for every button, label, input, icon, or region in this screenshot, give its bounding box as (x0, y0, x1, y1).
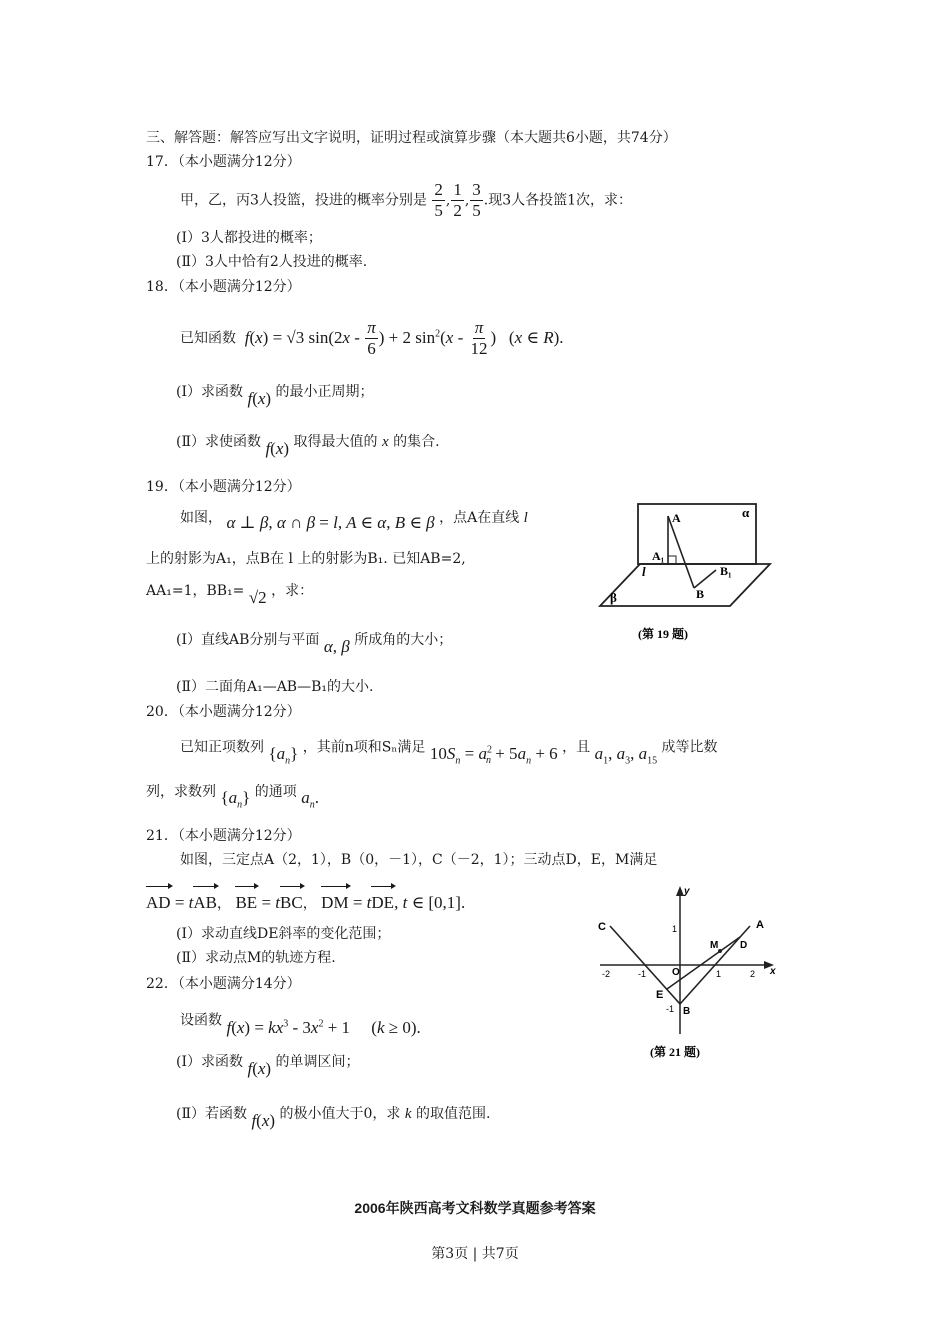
k-variable: k (404, 1106, 412, 1122)
q20-stem-text: 已知正项数列 (180, 739, 264, 756)
figure-21-caption: (第 21 题) (650, 1045, 700, 1059)
label-d: D (740, 940, 748, 951)
q19-part1-tail: 所成角的大小； (354, 632, 453, 648)
tick-neg1: -1 (638, 969, 647, 979)
q19-part1-text: (Ⅰ）直线AB分别与平面 (176, 632, 320, 648)
q20-line2 (146, 776, 319, 813)
fraction-3-5: $\frac{3}{5}$ (472, 180, 481, 220)
q18-part2-mid: 取得最大值的 (293, 434, 378, 450)
answer-section-title: 2006年陕西高考文科数学真题参考答案 (354, 1200, 596, 1216)
q22-part2-tail: 的取值范围. (416, 1106, 491, 1122)
q20-sum-relation: $10S_n = a^2_n + 5a_n + 6$ (429, 743, 558, 767)
label-y-axis: y (684, 886, 690, 897)
tick-2: 2 (750, 969, 756, 979)
label-a: A (672, 511, 681, 525)
q22-heading: 22．（本小题满分14分） (146, 976, 301, 992)
label-x-axis: x (770, 966, 776, 977)
y-axis-arrow (676, 886, 684, 896)
label-beta: β (610, 590, 617, 605)
label-origin: O (672, 967, 680, 978)
q19-part1 (176, 624, 452, 655)
label-e: E (656, 989, 664, 1001)
q21-vector-conditions: AD = tAB， BE = tBC， DM = tDE, t ∈ [0,1]. (146, 884, 465, 919)
q20-heading: 20．（本小题满分12分） (146, 704, 301, 720)
page-footer: 第3页 | 共7页 (431, 1246, 519, 1262)
q18-part2-tail: 的集合. (393, 434, 440, 450)
sqrt-2: √2 (248, 588, 267, 607)
figure-21 (594, 880, 780, 1062)
q17-stem: 甲，乙，丙3人投篮，投进的概率分别是 $\frac{2}{5}$ , $\frac{1}{2}$ , $\frac{3}{5}$ .现3人各投篮1次，求： (180, 180, 633, 220)
q19-condition: α ⊥ β, α ∩ β = l, A ∈ α, B ∈ β (226, 513, 435, 532)
q19-heading: 19．（本小题满分12分） (146, 479, 301, 495)
label-b: B (683, 1006, 691, 1017)
q19-given-aa1: AA₁=1，BB₁= (146, 583, 245, 599)
q19-stem-text: 如图， (180, 510, 222, 526)
q20-stem-and: ，且 (562, 739, 591, 756)
q19-line3 (146, 575, 313, 606)
label-c: C (598, 921, 606, 933)
section-title: 三、解答题：解答应写出文字说明，证明过程或演算步骤（本大题共6小题，共74分） (146, 130, 677, 146)
q19-stem (180, 503, 528, 532)
right-angle-marker (668, 556, 676, 564)
segment-ab (668, 516, 694, 588)
q17-stem-tail: .现3人各投篮1次，求： (483, 192, 633, 209)
label-alpha: α (742, 505, 750, 520)
planes-alpha-beta: α, β (323, 637, 350, 656)
q17-stem-text: 甲，乙，丙3人投篮，投进的概率分别是 (180, 192, 427, 209)
line-l: l (523, 510, 528, 526)
q22-part2 (176, 1098, 490, 1129)
q18-function-formula: f(x) = √3 sin(2x - $\frac{\pi}{6}$ ) + 2 $\sin^2(x$ - $\frac{\pi}{12}$ ) (x ∈ R). (240, 318, 564, 359)
label-l: l (642, 564, 646, 579)
q21-part2: (Ⅱ）求动点M的轨迹方程. (176, 950, 336, 966)
q21-part1: (Ⅰ）求动直线DE斜率的变化范围； (176, 926, 391, 942)
sequence-an: $\{a_n\}$ (220, 788, 251, 811)
fx-symbol: f(x) (251, 1111, 276, 1130)
label-b1: B₁ (720, 564, 732, 578)
fx-symbol: f(x) (247, 1059, 272, 1078)
q18-part2 (176, 426, 440, 457)
figure-19-caption: (第 19 题) (638, 627, 688, 641)
q18-part1-tail: 的最小正周期； (275, 384, 374, 400)
q22-stem-text: 设函数 (180, 1012, 222, 1029)
q17-part1: (Ⅰ）3人都投进的概率； (176, 230, 322, 246)
q22-part1 (176, 1046, 360, 1077)
terms-a1-a3-a15: $a_1$, $a_3$, $a_{15}$ (594, 743, 658, 767)
q22-function-formula: $f(x) = kx^3 - 3x^2 + 1$ (k ≥ 0). (226, 1017, 421, 1037)
vector-condition-dm: DM = tDE, t ∈ [0,1]. (321, 893, 465, 912)
fraction-2-5: $\frac{2}{5}$ (434, 180, 443, 220)
q20-stem-tail: 成等比数 (661, 739, 718, 756)
fx-symbol: f(x) (265, 439, 290, 458)
tick-neg2: -2 (602, 969, 611, 979)
q21-heading: 21．（本小题满分12分） (146, 828, 301, 844)
label-m: M (710, 940, 719, 951)
q19-line2: 上的射影为A₁，点B在 l 上的射影为B₁. 已知AB=2, (146, 551, 466, 567)
figure-19 (594, 498, 774, 650)
q20-stem (180, 728, 718, 769)
q18-part2-text: (Ⅱ）求使函数 (176, 434, 261, 450)
label-b: B (696, 587, 705, 601)
x-variable: x (381, 434, 389, 450)
tick-y-neg1: -1 (666, 1004, 675, 1014)
segment-ed (667, 937, 740, 989)
q17-heading: 17．（本小题满分12分） (146, 154, 301, 170)
q18-part1-text: (Ⅰ）求函数 (176, 384, 243, 400)
q19-stem-tail: ，点A在直线 (439, 510, 520, 526)
label-a1: A₁ (652, 549, 665, 563)
q22-part1-text: (Ⅰ）求函数 (176, 1054, 243, 1070)
vector-condition-be: BE = tBC (235, 893, 302, 912)
tick-y1: 1 (672, 924, 678, 934)
sequence-an: $\{a_n\}$ (268, 743, 299, 767)
q20-line2-mid: 的通项 (254, 784, 297, 800)
q19-part2: (Ⅱ）二面角A₁—AB—B₁的大小. (176, 679, 374, 695)
q20-line2-text: 列，求数列 (146, 784, 216, 800)
q22-part2-mid: 的极小值大于0，求 (279, 1106, 401, 1122)
q22-part2-text: (Ⅱ）若函数 (176, 1106, 247, 1122)
fraction-1-2: $\frac{1}{2}$ (453, 180, 462, 220)
plane-beta (600, 564, 770, 606)
q20-stem-mid: ，其前n项和Sₙ满足 (302, 739, 426, 756)
q22-stem (180, 1000, 421, 1037)
q21-stem: 如图，三定点A（2，1），B（0，－1），C（－2，1）；三动点D，E，M满足 (180, 852, 658, 868)
tick-1: 1 (716, 969, 722, 979)
label-a: A (756, 919, 764, 931)
segment-bb1 (694, 570, 716, 588)
fx-symbol: f(x) (247, 389, 272, 408)
q17-part2: (Ⅱ）3人中恰有2人投进的概率. (176, 254, 368, 270)
q18-stem (180, 314, 564, 359)
q18-part1 (176, 376, 374, 407)
q22-part1-tail: 的单调区间； (275, 1054, 360, 1070)
general-term-an: $a_n$. (301, 788, 319, 811)
vector-condition-ad: AD = tAB (146, 893, 217, 912)
q18-heading: 18．（本小题满分12分） (146, 279, 301, 295)
q19-line3-tail: ，求： (271, 583, 314, 599)
q18-stem-text: 已知函数 (180, 330, 236, 347)
point-m (718, 949, 722, 953)
